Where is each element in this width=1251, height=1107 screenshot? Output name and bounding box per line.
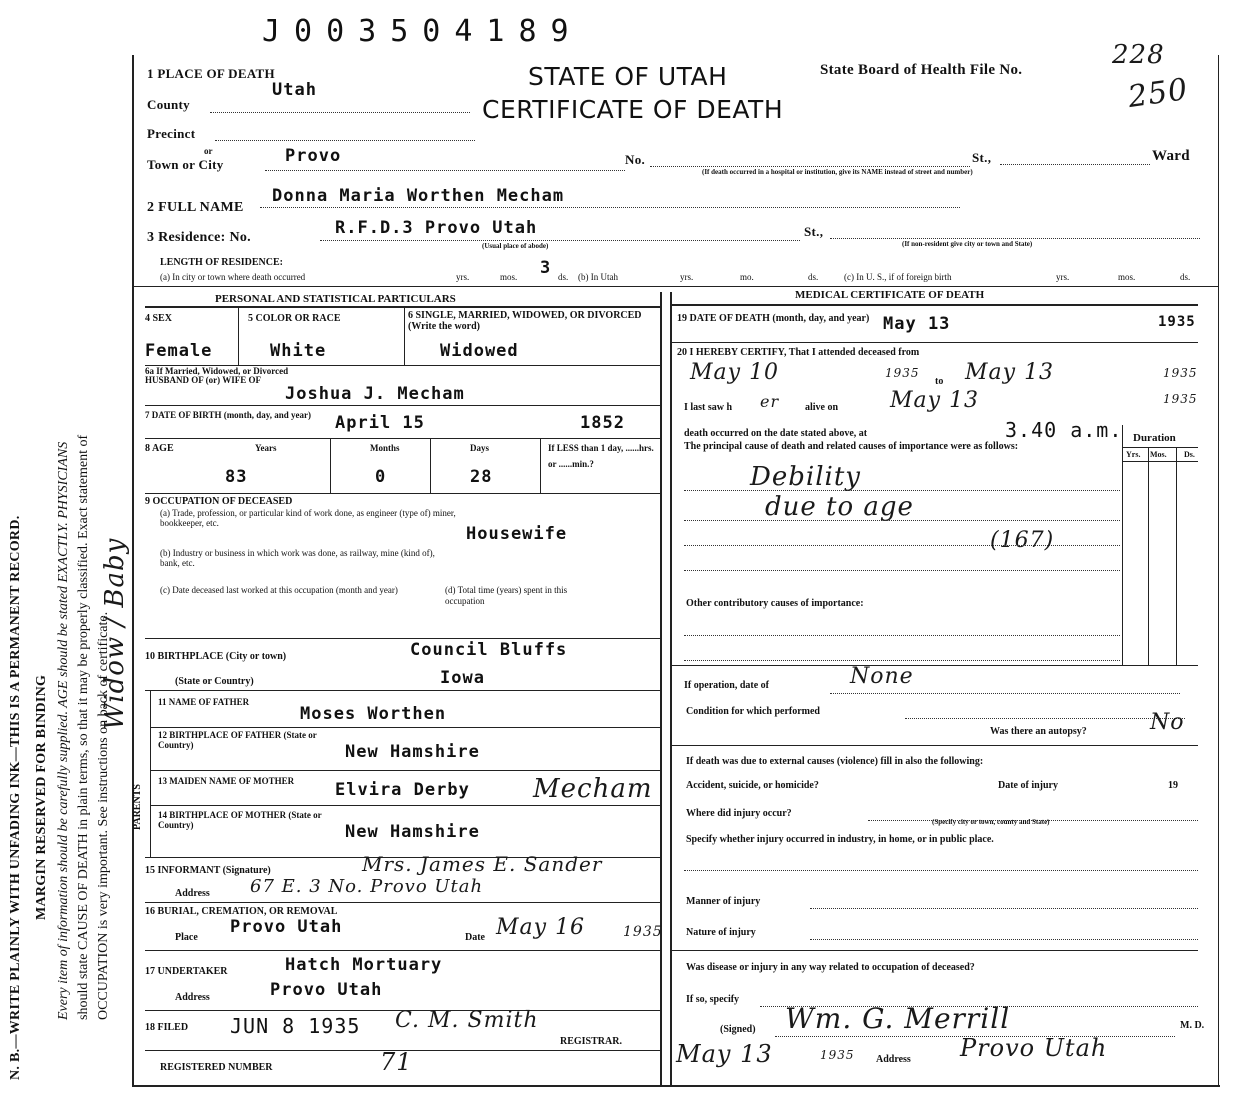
sex-race-divider bbox=[238, 308, 239, 366]
length-residence-label: LENGTH OF RESIDENCE: bbox=[160, 257, 283, 268]
rule-19 bbox=[672, 342, 1198, 343]
place-of-death-label: 1 PLACE OF DEATH bbox=[147, 66, 275, 81]
attend-to: May 13 bbox=[965, 360, 1055, 385]
occupation-value: Housewife bbox=[466, 524, 568, 544]
registered-number-label: REGISTERED NUMBER bbox=[160, 1062, 273, 1073]
father-birthplace-value: New Hamshire bbox=[345, 742, 480, 762]
months-label: Months bbox=[370, 443, 400, 453]
filed-label: 18 FILED bbox=[145, 1022, 189, 1033]
county-label: County bbox=[147, 97, 190, 112]
manner-label: Manner of injury bbox=[686, 896, 761, 907]
rule-9 bbox=[145, 638, 662, 639]
rule-nature bbox=[672, 950, 1198, 951]
residence-st-label: St., bbox=[804, 224, 824, 239]
cause-line-4 bbox=[684, 570, 1120, 571]
nature-label: Nature of injury bbox=[686, 927, 756, 938]
age-div-1 bbox=[330, 438, 331, 493]
cause-line-3 bbox=[684, 545, 1120, 546]
rule-13 bbox=[150, 805, 662, 806]
age-months: 0 bbox=[375, 467, 387, 487]
length-yrs: yrs. bbox=[456, 272, 470, 282]
duration-yrs: Yrs. bbox=[1126, 450, 1141, 459]
rule-autopsy bbox=[672, 745, 1198, 746]
dod-value: May 13 bbox=[883, 314, 951, 334]
cause-label: The principal cause of death and related causes of importance were as follows: bbox=[684, 441, 1019, 452]
injury-year: 19 bbox=[1168, 780, 1178, 791]
cause-code: (167) bbox=[990, 528, 1055, 553]
md-label: M. D. bbox=[1180, 1020, 1205, 1031]
length-c-yrs: yrs. bbox=[1056, 272, 1070, 282]
column-divider-2 bbox=[670, 292, 672, 1087]
birthplace-city: Council Bluffs bbox=[410, 640, 568, 660]
alive-label: alive on bbox=[805, 402, 839, 413]
hospital-note: (If death occurred in a hospital or institution, give its NAME instead of street and number) bbox=[702, 168, 973, 176]
certificate-number: J003504189 bbox=[262, 14, 583, 49]
length-days-value: 3 bbox=[540, 258, 552, 278]
sex-value: Female bbox=[145, 341, 213, 361]
husband-value: Joshua J. Mecham bbox=[285, 384, 465, 404]
length-c-mos: mos. bbox=[1118, 272, 1136, 282]
page-subtitle: CERTIFICATE OF DEATH bbox=[482, 95, 784, 124]
duration-mos: Mos. bbox=[1150, 450, 1167, 459]
or-label: or bbox=[204, 146, 213, 156]
margin-instruction-2: should state CAUSE OF DEATH in plain terms, so that it may be properly classified. Exact statement of bbox=[76, 434, 91, 1020]
signed-date: May 13 bbox=[676, 1040, 773, 1068]
burial-label: 16 BURIAL, CREMATION, OR REMOVAL bbox=[145, 906, 338, 917]
physician-address: Provo Utah bbox=[960, 1034, 1108, 1062]
burial-place: Provo Utah bbox=[230, 917, 343, 937]
less-than-label: If LESS than 1 day, ......hrs. or ......min.? bbox=[548, 443, 654, 469]
husband-label: 6a If Married, Widowed, or Divorced HUSBAND OF (or) WIFE OF bbox=[145, 366, 289, 385]
residence-st-line bbox=[830, 238, 1200, 239]
no-line bbox=[650, 166, 970, 167]
full-name-line bbox=[260, 207, 960, 208]
margin-handwriting: Widow / Baby bbox=[100, 537, 130, 730]
length-b-label: (b) In Utah bbox=[578, 272, 618, 282]
age-div-2 bbox=[430, 438, 431, 493]
age-years: 83 bbox=[225, 467, 248, 487]
duration-div-2 bbox=[1148, 447, 1149, 665]
ifso-label: If so, specify bbox=[686, 994, 740, 1005]
race-value: White bbox=[270, 341, 327, 361]
birthplace-label: 10 BIRTHPLACE (City or town) bbox=[145, 651, 287, 662]
father-birthplace-label: 12 BIRTHPLACE OF FATHER (State or Country) bbox=[158, 730, 317, 750]
marital-label: 6 SINGLE, MARRIED, WIDOWED, OR DIVORCED (Write the word) bbox=[408, 310, 642, 332]
right-border bbox=[1218, 55, 1219, 1087]
race-label: 5 COLOR OR RACE bbox=[248, 313, 341, 324]
attend-from: May 10 bbox=[690, 360, 780, 385]
condition-line bbox=[905, 718, 1185, 719]
years-label: Years bbox=[255, 443, 277, 453]
mother-label: 13 MAIDEN NAME OF MOTHER bbox=[158, 776, 295, 786]
town-value: Provo bbox=[285, 146, 342, 166]
saw-label: I last saw h bbox=[684, 402, 733, 413]
signed-label: (Signed) bbox=[720, 1024, 756, 1035]
rule-10 bbox=[145, 690, 662, 691]
age-label: 8 AGE bbox=[145, 443, 174, 454]
mother-birthplace-value: New Hamshire bbox=[345, 822, 480, 842]
nature-line bbox=[810, 939, 1198, 940]
file-number: 228 bbox=[1112, 40, 1165, 70]
to-label: to bbox=[935, 376, 944, 387]
length-b-ds: ds. bbox=[808, 272, 819, 282]
external-label: If death was due to external causes (violence) fill in also the following: bbox=[686, 756, 984, 767]
length-a-label: (a) In city or town where death occurred bbox=[160, 272, 306, 282]
undertaker-address: Provo Utah bbox=[270, 980, 383, 1000]
medical-heading-rule bbox=[672, 304, 1198, 306]
physician-signature: Wm. G. Merrill bbox=[785, 1002, 1011, 1035]
county-line bbox=[210, 112, 470, 113]
days-label: Days bbox=[470, 443, 490, 453]
autopsy-value: No bbox=[1150, 710, 1185, 735]
rule-20 bbox=[672, 665, 1198, 666]
residence-label: 3 Residence: No. bbox=[147, 230, 251, 245]
bottom-border bbox=[132, 1085, 1220, 1087]
birthplace-state-label: (State or Country) bbox=[175, 676, 254, 687]
registrar-signature: C. M. Smith bbox=[395, 1008, 539, 1033]
length-c-label: (c) In U. S., if of foreign birth bbox=[844, 272, 952, 282]
age-days: 28 bbox=[470, 467, 493, 487]
dob-year: 1852 bbox=[580, 413, 625, 433]
accident-label: Accident, suicide, or homicide? bbox=[686, 780, 819, 791]
file-number-alt: 250 bbox=[1125, 71, 1191, 116]
mother-handwritten: Mecham bbox=[533, 774, 653, 804]
address-label: Address bbox=[876, 1054, 911, 1065]
burial-place-label: Place bbox=[175, 932, 198, 943]
undertaker-address-label: Address bbox=[175, 992, 210, 1003]
county-value: Utah bbox=[272, 80, 317, 100]
st-line bbox=[1000, 164, 1150, 165]
mother-value: Elvira Derby bbox=[335, 780, 470, 800]
left-border bbox=[132, 55, 134, 1087]
occupation-c-label: (c) Date deceased last worked at this occupation (month and year) bbox=[160, 585, 398, 595]
registered-number: 71 bbox=[380, 1048, 413, 1076]
age-div-3 bbox=[540, 438, 541, 493]
undertaker-value: Hatch Mortuary bbox=[285, 955, 443, 975]
informant-value: Mrs. James E. Sander bbox=[362, 852, 603, 876]
personal-heading: PERSONAL AND STATISTICAL PARTICULARS bbox=[215, 293, 456, 305]
occupation-label: 9 OCCUPATION OF DECEASED bbox=[145, 496, 293, 507]
specify-label: Specify whether injury occurred in industry, in home, or in public place. bbox=[686, 834, 994, 845]
rule-11 bbox=[150, 727, 662, 728]
nonresident-note: (If non-resident give city or town and State) bbox=[902, 240, 1033, 248]
duration-rule-2 bbox=[1122, 461, 1198, 462]
precinct-line bbox=[215, 140, 475, 141]
cause-2: due to age bbox=[765, 492, 914, 522]
condition-label: Condition for which performed bbox=[686, 706, 820, 717]
occupation-b-label: (b) Industry or business in which work was done, as railway, mine (kind of), bank, etc. bbox=[160, 548, 435, 568]
where-label: Where did injury occur? bbox=[686, 808, 792, 819]
dob-value: April 15 bbox=[335, 413, 425, 433]
undertaker-label: 17 UNDERTAKER bbox=[145, 966, 228, 977]
abode-note: (Usual place of abode) bbox=[482, 242, 549, 250]
margin-instruction-1: Every item of information should be carefully supplied. AGE should be stated EXACTLY. PHYSICIANS bbox=[56, 441, 71, 1020]
no-label: No. bbox=[625, 152, 646, 167]
filed-value: JUN 8 1935 bbox=[230, 1014, 361, 1038]
saw-date: May 13 bbox=[890, 388, 980, 413]
town-label: Town or City bbox=[147, 157, 224, 172]
signed-year: 1935 bbox=[820, 1048, 855, 1062]
operation-label: If operation, date of bbox=[684, 680, 769, 691]
duration-rule bbox=[1122, 447, 1198, 448]
operation-line bbox=[830, 693, 1180, 694]
contrib-line-2 bbox=[684, 660, 1120, 661]
dod-year: 1935 bbox=[1158, 314, 1196, 330]
mother-birthplace-label: 14 BIRTHPLACE OF MOTHER (State or Country) bbox=[158, 810, 322, 830]
certify-label: 20 I HEREBY CERTIFY, That I attended deceased from bbox=[677, 347, 920, 358]
rule-15 bbox=[145, 902, 662, 903]
file-label: State Board of Health File No. bbox=[820, 62, 1023, 78]
residence-line bbox=[320, 240, 800, 241]
injury-date-label: Date of injury bbox=[998, 780, 1058, 791]
length-b-yrs: yrs. bbox=[680, 272, 694, 282]
saw-her: er bbox=[760, 392, 780, 411]
duration-label: Duration bbox=[1133, 432, 1176, 444]
margin-instruction-3: OCCUPATION is very important. See instructions on back of certificate. bbox=[96, 611, 111, 1020]
parents-divider bbox=[150, 690, 151, 857]
rule-7 bbox=[145, 438, 662, 439]
father-label: 11 NAME OF FATHER bbox=[158, 697, 250, 707]
contrib-line-1 bbox=[684, 635, 1120, 636]
informant-address-label: Address bbox=[175, 888, 210, 899]
manner-line bbox=[810, 908, 1198, 909]
medical-heading: MEDICAL CERTIFICATE OF DEATH bbox=[795, 289, 985, 301]
burial-year: 1935 bbox=[623, 924, 663, 940]
margin-warning: N. B.—WRITE PLAINLY WITH UNFADING INK—THIS IS A PERMANENT RECORD. bbox=[8, 515, 23, 1080]
occupation-d-label: (d) Total time (years) spent in this occupation bbox=[445, 585, 568, 606]
burial-date: May 16 bbox=[496, 915, 586, 940]
dod-label: 19 DATE OF DEATH (month, day, and year) bbox=[677, 313, 870, 324]
marital-value: Widowed bbox=[440, 341, 519, 361]
specify-line bbox=[684, 870, 1198, 871]
saw-year: 1935 bbox=[1163, 392, 1198, 406]
page-title: STATE OF UTAH bbox=[528, 62, 728, 91]
attend-year-1: 1935 bbox=[885, 366, 920, 380]
informant-label: 15 INFORMANT (Signature) bbox=[145, 865, 271, 876]
registrar-label: REGISTRAR. bbox=[560, 1036, 622, 1047]
full-name-value: Donna Maria Worthen Mecham bbox=[272, 186, 565, 206]
father-value: Moses Worthen bbox=[300, 704, 447, 724]
cause-line-1 bbox=[684, 490, 1120, 491]
st-label: St., bbox=[972, 150, 992, 165]
parents-label: PARENTS bbox=[132, 784, 143, 830]
town-line bbox=[265, 170, 625, 171]
residence-value: R.F.D.3 Provo Utah bbox=[335, 218, 538, 238]
where-note: (Specify city or town, county and State) bbox=[932, 818, 1050, 826]
occupation-a-label: (a) Trade, profession, or particular kind of work done, as engineer (type of) miner, bookkeeper, etc. bbox=[160, 508, 456, 528]
ward-label: Ward bbox=[1152, 148, 1190, 164]
sex-label: 4 SEX bbox=[145, 313, 172, 324]
related-label: Was disease or injury in any way related to occupation of deceased? bbox=[686, 962, 975, 973]
full-name-label: 2 FULL NAME bbox=[147, 200, 244, 215]
cause-line-2 bbox=[684, 520, 1120, 521]
birthplace-state: Iowa bbox=[440, 668, 485, 688]
length-ds: ds. bbox=[558, 272, 569, 282]
rule-8 bbox=[145, 493, 662, 494]
contrib-label: Other contributory causes of importance: bbox=[686, 598, 864, 609]
rule-12 bbox=[150, 770, 662, 771]
attend-year-2: 1935 bbox=[1163, 366, 1198, 380]
death-time: 3.40 a.m. bbox=[1005, 418, 1123, 442]
death-time-label: death occurred on the date stated above, at bbox=[684, 428, 868, 439]
rule-16 bbox=[145, 950, 662, 951]
length-mos: mos. bbox=[500, 272, 518, 282]
race-marital-divider bbox=[404, 308, 405, 366]
duration-ds: Ds. bbox=[1184, 450, 1195, 459]
length-b-mo: mo. bbox=[740, 272, 754, 282]
margin-binding-note: MARGIN RESERVED FOR BINDING bbox=[34, 674, 49, 920]
rule-6a bbox=[145, 405, 662, 406]
dob-label: 7 DATE OF BIRTH (month, day, and year) bbox=[145, 410, 311, 420]
autopsy-label: Was there an autopsy? bbox=[990, 726, 1087, 737]
length-c-ds: ds. bbox=[1180, 272, 1191, 282]
duration-div-3 bbox=[1176, 447, 1177, 665]
cause-1: Debility bbox=[750, 462, 861, 492]
operation-value: None bbox=[850, 664, 914, 689]
precinct-label: Precinct bbox=[147, 126, 196, 141]
burial-date-label: Date bbox=[465, 932, 485, 943]
header-divider bbox=[132, 286, 1218, 287]
informant-address: 67 E. 3 No. Provo Utah bbox=[250, 876, 484, 897]
